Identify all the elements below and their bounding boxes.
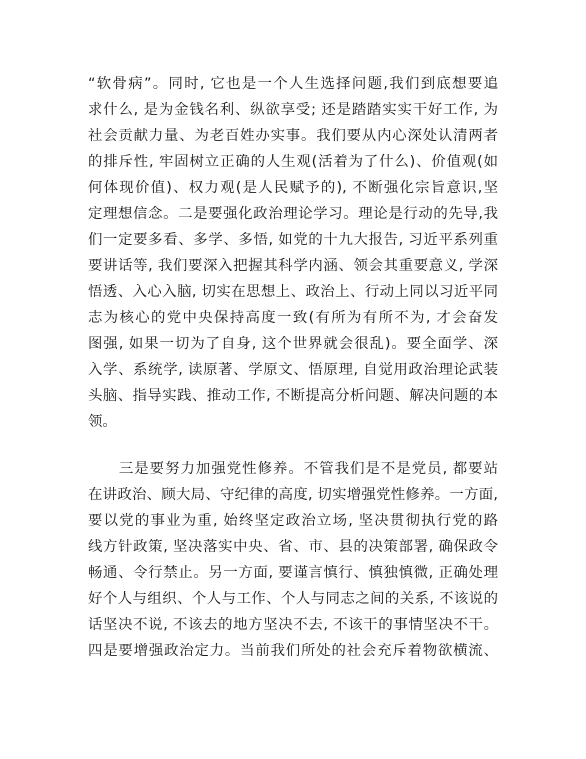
text-line: 要讲话等, 我们要深入把握其科学内涵、领会其重要意义, 学深 [88, 258, 498, 274]
text-line: 线方针政策, 坚决落实中央、省、市、县的决策部署, 确保政令 [88, 539, 498, 555]
text-line: 悟透、入心入脑, 切实在思想上、政治上、行动上同以习近平同 [88, 284, 498, 300]
text-line: 领。 [88, 414, 117, 430]
text-line: 的排斥性, 牢固树立正确的人生观(活着为了什么)、价值观(如 [88, 154, 498, 170]
paragraph-1 [88, 71, 498, 435]
text-line: 要以党的事业为重, 始终坚定政治立场, 坚决贯彻执行党的路 [88, 513, 498, 529]
text-line: 求什么, 是为金钱名利、纵欲享受; 还是踏踏实实干好工作, 为 [88, 102, 498, 118]
text-line: 三是要努力加强党性修养。不管我们是不是党员, 都要站 [88, 461, 498, 477]
text-line: 志为核心的党中央保持高度一致(有所为有所不为, 才会奋发 [88, 310, 498, 326]
text-line: 定理想信念。二是要强化政治理论学习。理论是行动的先导,我 [88, 206, 498, 222]
text-line: 在讲政治、顾大局、守纪律的高度, 切实增强党性修养。一方面, [88, 487, 498, 503]
text-line: 何体现价值)、权力观(是人民赋予的), 不断强化宗旨意识,坚 [88, 180, 498, 196]
text-line: 社会贡献力量、为老百姓办实事。我们要从内心深处认清两者 [88, 128, 498, 144]
text-line: 入学、系统学, 读原著、学原文、悟原理, 自觉用政治理论武装 [88, 362, 498, 378]
paragraph-2 [88, 456, 498, 664]
text-line: 头脑、指导实践、推动工作, 不断提高分析问题、解决问题的本 [88, 388, 498, 404]
text-line: 四是要增强政治定力。当前我们所处的社会充斥着物欲横流、 [88, 643, 498, 659]
text-line: “软骨病”。同时, 它也是一个人生选择问题,我们到底想要追 [88, 76, 498, 92]
text-line: 好个人与组织、个人与工作、个人与同志之间的关系, 不该说的 [88, 591, 498, 607]
text-line: 话坚决不说, 不该去的地方坚决不去, 不该干的事情坚决不干。 [88, 617, 498, 633]
text-line: 图强, 如果一切为了自身, 这个世界就会很乱)。要全面学、深 [88, 336, 498, 352]
text-line: 畅通、令行禁止。另一方面, 要谨言慎行、慎独慎微, 正确处理 [88, 565, 498, 581]
text-line: 们一定要多看、多学、多悟, 如党的十九大报告, 习近平系列重 [88, 232, 498, 248]
